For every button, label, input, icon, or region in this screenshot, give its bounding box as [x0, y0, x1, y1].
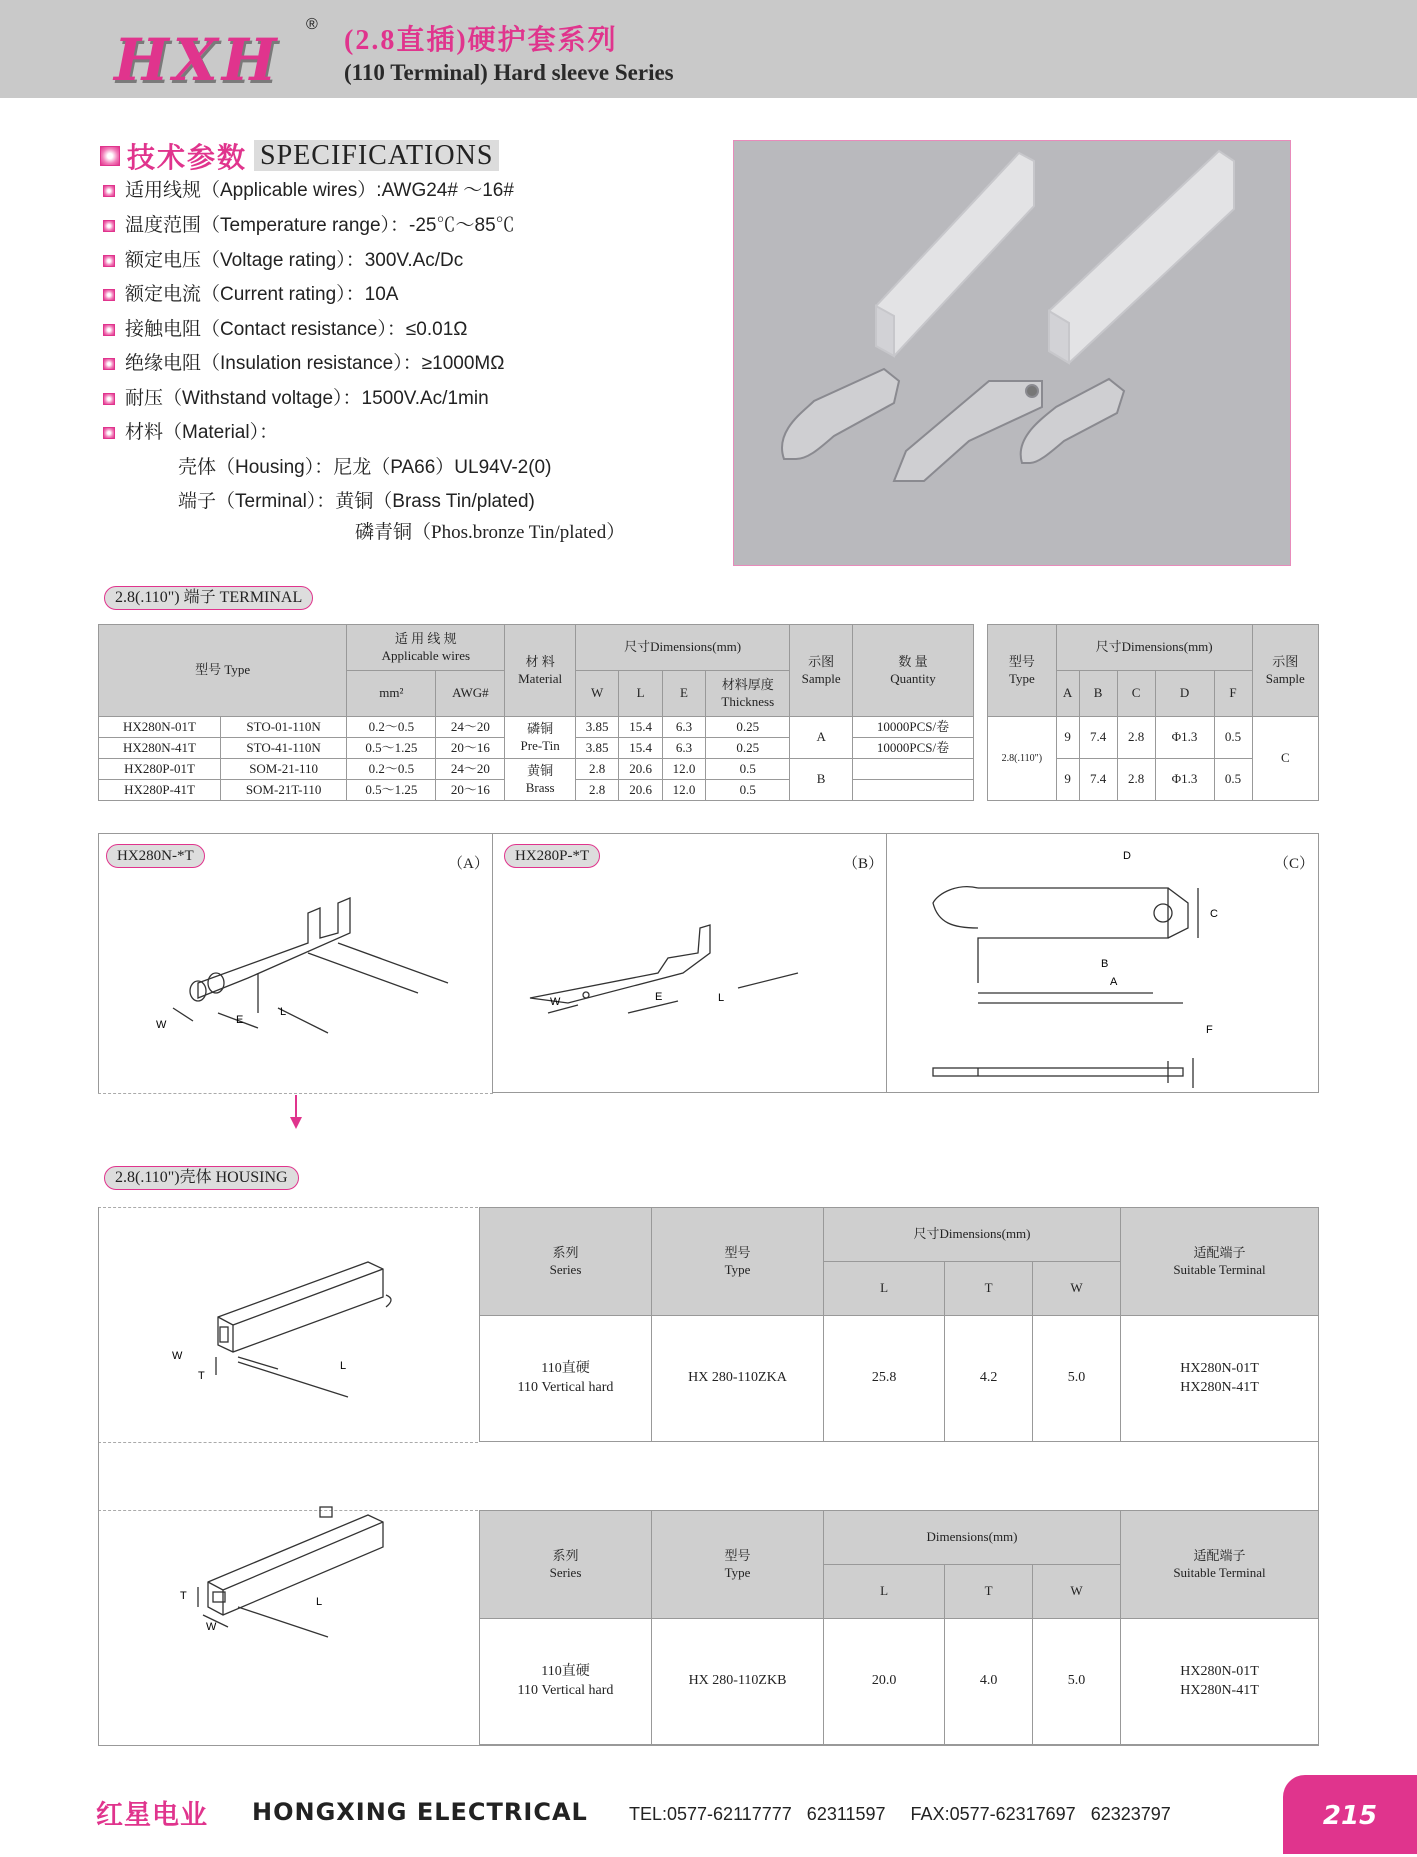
- arrow-down-icon: [286, 1095, 306, 1131]
- spec-item: 适用线规（Applicable wires）:AWG24# ～16#: [103, 175, 514, 202]
- table-row: HX280P-01T SOM-21-110 0.2～0.5 24～20 黄铜 Brass 2.8 20.6 12.0 0.5 B: [99, 759, 974, 780]
- dim-e-label: E: [236, 1014, 244, 1026]
- brand-logo: HXH: [114, 26, 281, 94]
- table-row: HX280N-41T STO-41-110N 0.5～1.25 20～16 3.85 15.4 6.3 0.25 10000PCS/卷: [99, 738, 974, 759]
- table-row: 110直硬 110 Vertical hard HX 280-110ZKB 20.0 4.0 5.0 HX280N-01T HX280N-41T: [480, 1619, 1319, 1745]
- bullet-icon: [103, 427, 115, 439]
- table-row: HX280N-01T STO-01-110N 0.2～0.5 24～20 磷铜 Pre-Tin 3.85 15.4 6.3 0.25 A 10000PCS/卷: [99, 717, 974, 738]
- spec-item: 材料（Material）：: [103, 417, 278, 444]
- dim-a-label: A: [1110, 976, 1118, 988]
- tab-c-table: 型号 Type 尺寸Dimensions(mm) 示图 Sample A B C D F 2.8(.110") 9 7.4 2.8 Φ1.3 0.5 C 9 7.4 2.8 Φ1.3 0.5: [987, 624, 1319, 801]
- diagram-b-label: （B）: [843, 856, 884, 872]
- dim-f-label: F: [1206, 1024, 1213, 1036]
- table-row: 110直硬 110 Vertical hard HX 280-110ZKA 25.8 4.2 5.0 HX280N-01T HX280N-41T: [480, 1316, 1319, 1442]
- dim-d-label: D: [1123, 850, 1131, 862]
- bullet-icon: [103, 358, 115, 370]
- diagram-c-label: （C）: [1274, 856, 1315, 872]
- bullet-icon: [103, 393, 115, 405]
- product-photo: [733, 140, 1291, 566]
- dim-w-label: W: [156, 1019, 167, 1031]
- dim-w-label: W: [206, 1621, 217, 1633]
- dim-w-label: W: [550, 996, 561, 1008]
- dim-l-label: L: [718, 992, 725, 1004]
- housing-drawings: [98, 1207, 478, 1747]
- housing-table-1: 系列 Series 型号 Type 尺寸Dimensions(mm) 适配端子 Suitable Terminal L T W 110直硬 110 Vertical hard HX 280-110ZKA 25.8 4.2 5.0 HX280N-01T HX280N-41T: [479, 1207, 1319, 1442]
- spec-item: 接触电阻（Contact resistance）：≤0.01Ω: [103, 314, 467, 341]
- material-housing: 壳体（Housing）：尼龙（PA66）UL94V-2(0): [178, 457, 552, 478]
- spec-item: 绝缘电阻（Insulation resistance）：≥1000MΩ: [103, 348, 504, 375]
- bullet-icon: [103, 255, 115, 267]
- spec-item: 温度范围（Temperature range）：-25℃～85℃: [103, 210, 515, 237]
- table-row: 2.8(.110") 9 7.4 2.8 Φ1.3 0.5 C: [988, 717, 1319, 759]
- footer-brand-en: HONGXING ELECTRICAL: [252, 1798, 588, 1826]
- registered-mark: ®: [306, 16, 318, 33]
- dim-t-label: T: [198, 1370, 205, 1382]
- title-en: (110 Terminal) Hard sleeve Series: [344, 60, 674, 85]
- specs-heading: [100, 136, 499, 176]
- dim-e-label: E: [655, 991, 663, 1003]
- page-number: 215: [1283, 1775, 1417, 1854]
- terminal-tag: 2.8(.110") 端子 TERMINAL: [104, 586, 313, 610]
- dim-l-label: L: [340, 1360, 347, 1372]
- specs-title-cn: 技术参数: [127, 143, 248, 174]
- bullet-icon: [103, 220, 115, 232]
- spec-item: 耐压（Withstand voltage）：1500V.Ac/1min: [103, 383, 489, 410]
- bullet-icon: [100, 146, 120, 166]
- material-terminal-2: 磷青铜（Phos.bronze Tin/plated）: [355, 522, 626, 543]
- diagram-a-label: （A）: [448, 856, 489, 872]
- bullet-icon: [103, 324, 115, 336]
- bullet-icon: [103, 185, 115, 197]
- dim-w-label: W: [172, 1350, 183, 1362]
- material-terminal: 端子（Terminal）：黄铜（Brass Tin/plated): [178, 491, 535, 512]
- table-row: HX280P-41T SOM-21T-110 0.5～1.25 20～16 2.8 20.6 12.0 0.5: [99, 780, 974, 801]
- footer-brand-cn: 红星电业: [96, 1800, 208, 1831]
- spec-item: 额定电压（Voltage rating）：300V.Ac/Dc: [103, 245, 463, 272]
- dim-l-label: L: [280, 1006, 287, 1018]
- table-row: 9 7.4 2.8 Φ1.3 0.5: [988, 759, 1319, 801]
- terminal-drawings: [98, 833, 1319, 1093]
- dim-b-label: B: [1101, 958, 1109, 970]
- footer-contact: TEL:0577-62117777 62311597 FAX:0577-62317697 62323797: [629, 1804, 1171, 1824]
- title-cn: (2.8直插)硬护套系列: [344, 25, 618, 56]
- housing-table-2: 系列 Series 型号 Type Dimensions(mm) 适配端子 Suitable Terminal L T W 110直硬 110 Vertical hard HX 280-110ZKB 20.0 4.0 5.0 HX280N-01T HX280N-41T: [479, 1510, 1319, 1745]
- dim-t-label: T: [180, 1590, 187, 1602]
- housing-tag: 2.8(.110")壳体 HOUSING: [104, 1166, 299, 1190]
- dim-l-label: L: [316, 1596, 323, 1608]
- diagram-a-tag: HX280N-*T: [106, 844, 205, 868]
- dim-c-label: C: [1210, 908, 1218, 920]
- spec-item: 额定电流（Current rating）：10A: [103, 279, 398, 306]
- diagram-b-tag: HX280P-*T: [504, 844, 600, 868]
- specs-title-en: SPECIFICATIONS: [254, 140, 499, 171]
- bullet-icon: [103, 289, 115, 301]
- terminal-table: 型号 Type 适 用 线 规 Applicable wires 材 料 Material 尺寸Dimensions(mm) 示图 Sample 数 量 Quantity mm² AWG# W L E 材料厚度 Thickness HX280N-01T STO-01-110N 0.2～0.5 24～20 磷铜 Pre-Tin 3.85 15.4 6.3 0.25 A 10000PCS/卷 HX280N-41T STO-41-110N 0.5～1.25 20～16 3.85 15.4 6.3 0.25 10000PCS/卷 HX280P-01T SOM-21-110 0.2～0.5 24～20 黄铜 Brass 2.8 20.6 12.0 0.5 B HX280P-41T SOM-21T-110 0.5～1.25 20～16 2.8 20.6 12.0 0.5: [98, 624, 974, 801]
